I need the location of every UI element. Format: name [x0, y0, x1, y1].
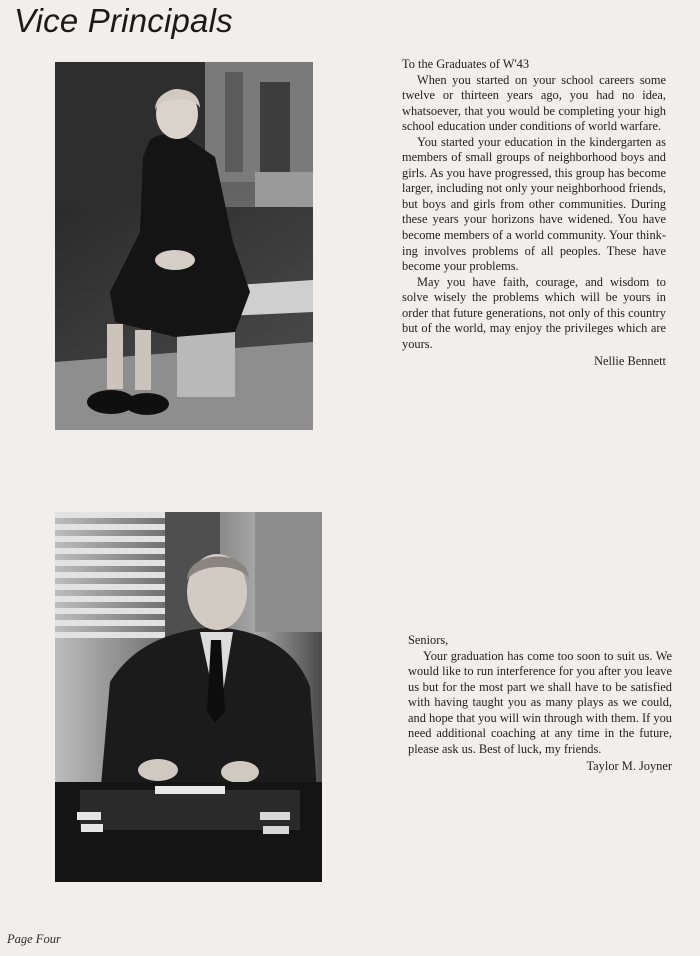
vice-principal-photo-2 [55, 512, 322, 882]
letter-signature: Taylor M. Joyner [586, 759, 672, 774]
letter-salutation: To the Graduates of W'43 [402, 57, 530, 71]
letter-paragraph: May you have faith, courage, and wisdom to solve wisely the problems which will be yours in order that future generations, not only of this country but of the world, may enjoy the privileges which are yours. [402, 274, 666, 351]
letter-paragraph: When you started on your school careers some twelve or thirteen years ago, you had no idea, whatsoever, that you would be completing your high school education under conditions of world warfare. [402, 72, 666, 134]
vice-principal-photo-1 [55, 62, 313, 430]
letter-paragraph: Your graduation has come too soon to suit us. We would like to run interference for you after you leave us but for the most part we shall have to be satisfied with having taught you as many plays as we could, and hope that you will win through with them. If you need additional coaching at any time in the future, please ask us. Best of luck, my friends. [408, 648, 672, 756]
page-number: Page Four [7, 932, 61, 946]
page-title: Vice Principals [14, 2, 233, 39]
letter-taylor-joyner [408, 633, 672, 775]
letter-paragraph: You started your education in the kindergarten as members of small groups of neighborhood boys and girls. As you have progressed, this group has become larger, including not only your neighborhood friends, but boys and girls from other communities. During these years your horizons have widened. You have become members of a world community. Your thinking involves problems of all peoples. These have become your problems. [402, 134, 666, 274]
letter-nellie-bennett [402, 57, 666, 370]
letter-signature: Nellie Bennett [594, 354, 666, 369]
letter-salutation: Seniors, [408, 633, 449, 647]
